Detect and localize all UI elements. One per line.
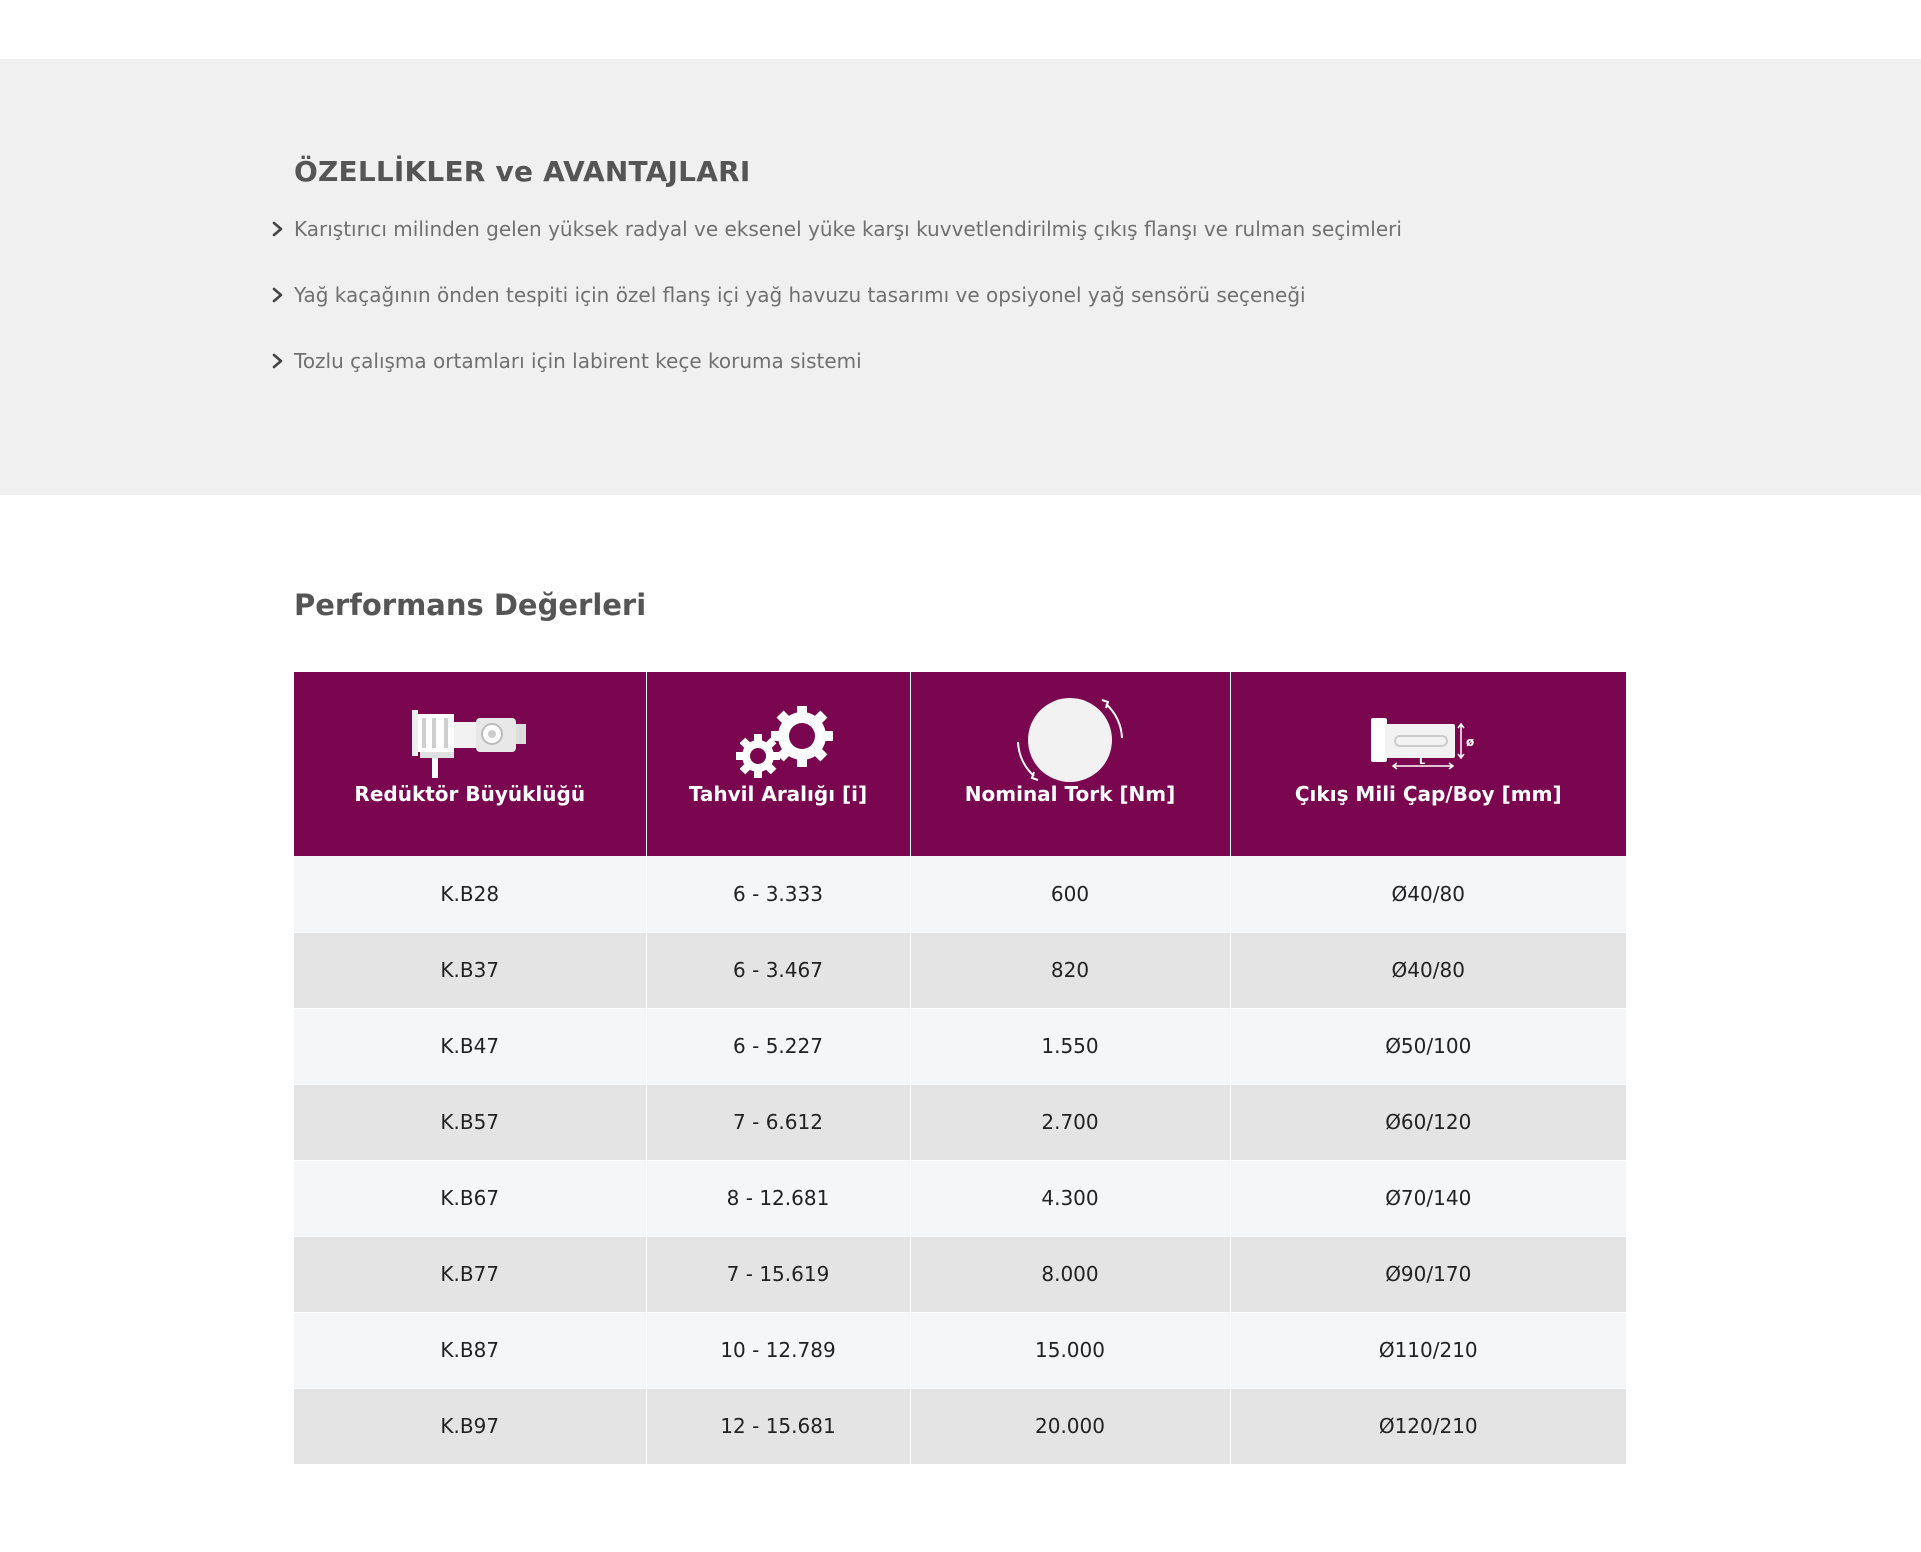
table-row [294,1008,1626,1084]
output-shaft-icon [1231,672,1627,782]
feature-text: Tozlu çalışma ortamları için labirent keçe koruma sistemi [294,349,862,373]
header-reducer-size [294,672,646,856]
cell-output-shaft: Ø120/210 [1230,1388,1626,1464]
table-row [294,932,1626,1008]
header-label: Nominal Tork [Nm] [964,782,1176,806]
cell-nominal-torque: 4.300 [910,1160,1230,1236]
svg-text:ø: ø [1466,735,1475,749]
cell-ratio-range: 12 - 15.681 [646,1388,910,1464]
feature-item [272,278,1306,312]
torque-icon [911,672,1230,782]
table-row [294,856,1626,932]
cell-nominal-torque: 15.000 [910,1312,1230,1388]
table-row [294,1160,1626,1236]
cell-reducer-size: K.B87 [294,1312,646,1388]
cell-output-shaft: Ø70/140 [1230,1160,1626,1236]
feature-text: Karıştırıcı milinden gelen yüksek radyal ve eksenel yüke karşı kuvvetlendirilmiş çıkış flanşı ve rulman seçimleri [294,217,1402,241]
header-label: Redüktör Büyüklüğü [354,782,586,806]
cell-reducer-size: K.B28 [294,856,646,932]
header-label: Çıkış Mili Çap/Boy [mm] [1294,782,1562,806]
header-output-shaft [1230,672,1626,856]
cell-reducer-size: K.B47 [294,1008,646,1084]
svg-text:L: L [1419,756,1426,767]
feature-text: Yağ kaçağının önden tespiti için özel flanş içi yağ havuzu tasarımı ve opsiyonel yağ sensörü seçeneği [294,283,1306,307]
cell-output-shaft: Ø110/210 [1230,1312,1626,1388]
cell-nominal-torque: 2.700 [910,1084,1230,1160]
cell-nominal-torque: 600 [910,856,1230,932]
features-section [0,59,1921,495]
cell-output-shaft: Ø60/120 [1230,1084,1626,1160]
table-row [294,1388,1626,1464]
cell-ratio-range: 6 - 5.227 [646,1008,910,1084]
header-nominal-torque [910,672,1230,856]
cell-reducer-size: K.B77 [294,1236,646,1312]
performance-table [294,672,1626,1465]
cell-reducer-size: K.B67 [294,1160,646,1236]
cell-nominal-torque: 1.550 [910,1008,1230,1084]
table-header-row [294,672,1626,856]
table-row [294,1312,1626,1388]
cell-ratio-range: 8 - 12.681 [646,1160,910,1236]
cell-ratio-range: 7 - 15.619 [646,1236,910,1312]
cell-ratio-range: 7 - 6.612 [646,1084,910,1160]
header-label: Tahvil Aralığı [i] [688,782,868,806]
cell-output-shaft: Ø40/80 [1230,932,1626,1008]
gear-reducer-icon [294,672,646,782]
header-ratio-range [646,672,910,856]
feature-item [272,212,1402,246]
table-row [294,1084,1626,1160]
cell-output-shaft: Ø90/170 [1230,1236,1626,1312]
cell-reducer-size: K.B37 [294,932,646,1008]
cell-output-shaft: Ø50/100 [1230,1008,1626,1084]
chevron-right-icon [272,219,294,239]
cell-ratio-range: 6 - 3.467 [646,932,910,1008]
feature-item [272,344,862,378]
cell-nominal-torque: 20.000 [910,1388,1230,1464]
cell-nominal-torque: 8.000 [910,1236,1230,1312]
features-title: ÖZELLİKLER ve AVANTAJLARI [294,155,751,188]
table-row [294,1236,1626,1312]
gears-icon [647,672,910,782]
cell-output-shaft: Ø40/80 [1230,856,1626,932]
chevron-right-icon [272,351,294,371]
cell-ratio-range: 6 - 3.333 [646,856,910,932]
cell-reducer-size: K.B57 [294,1084,646,1160]
performance-title: Performans Değerleri [294,588,647,622]
chevron-right-icon [272,285,294,305]
cell-nominal-torque: 820 [910,932,1230,1008]
cell-ratio-range: 10 - 12.789 [646,1312,910,1388]
cell-reducer-size: K.B97 [294,1388,646,1464]
